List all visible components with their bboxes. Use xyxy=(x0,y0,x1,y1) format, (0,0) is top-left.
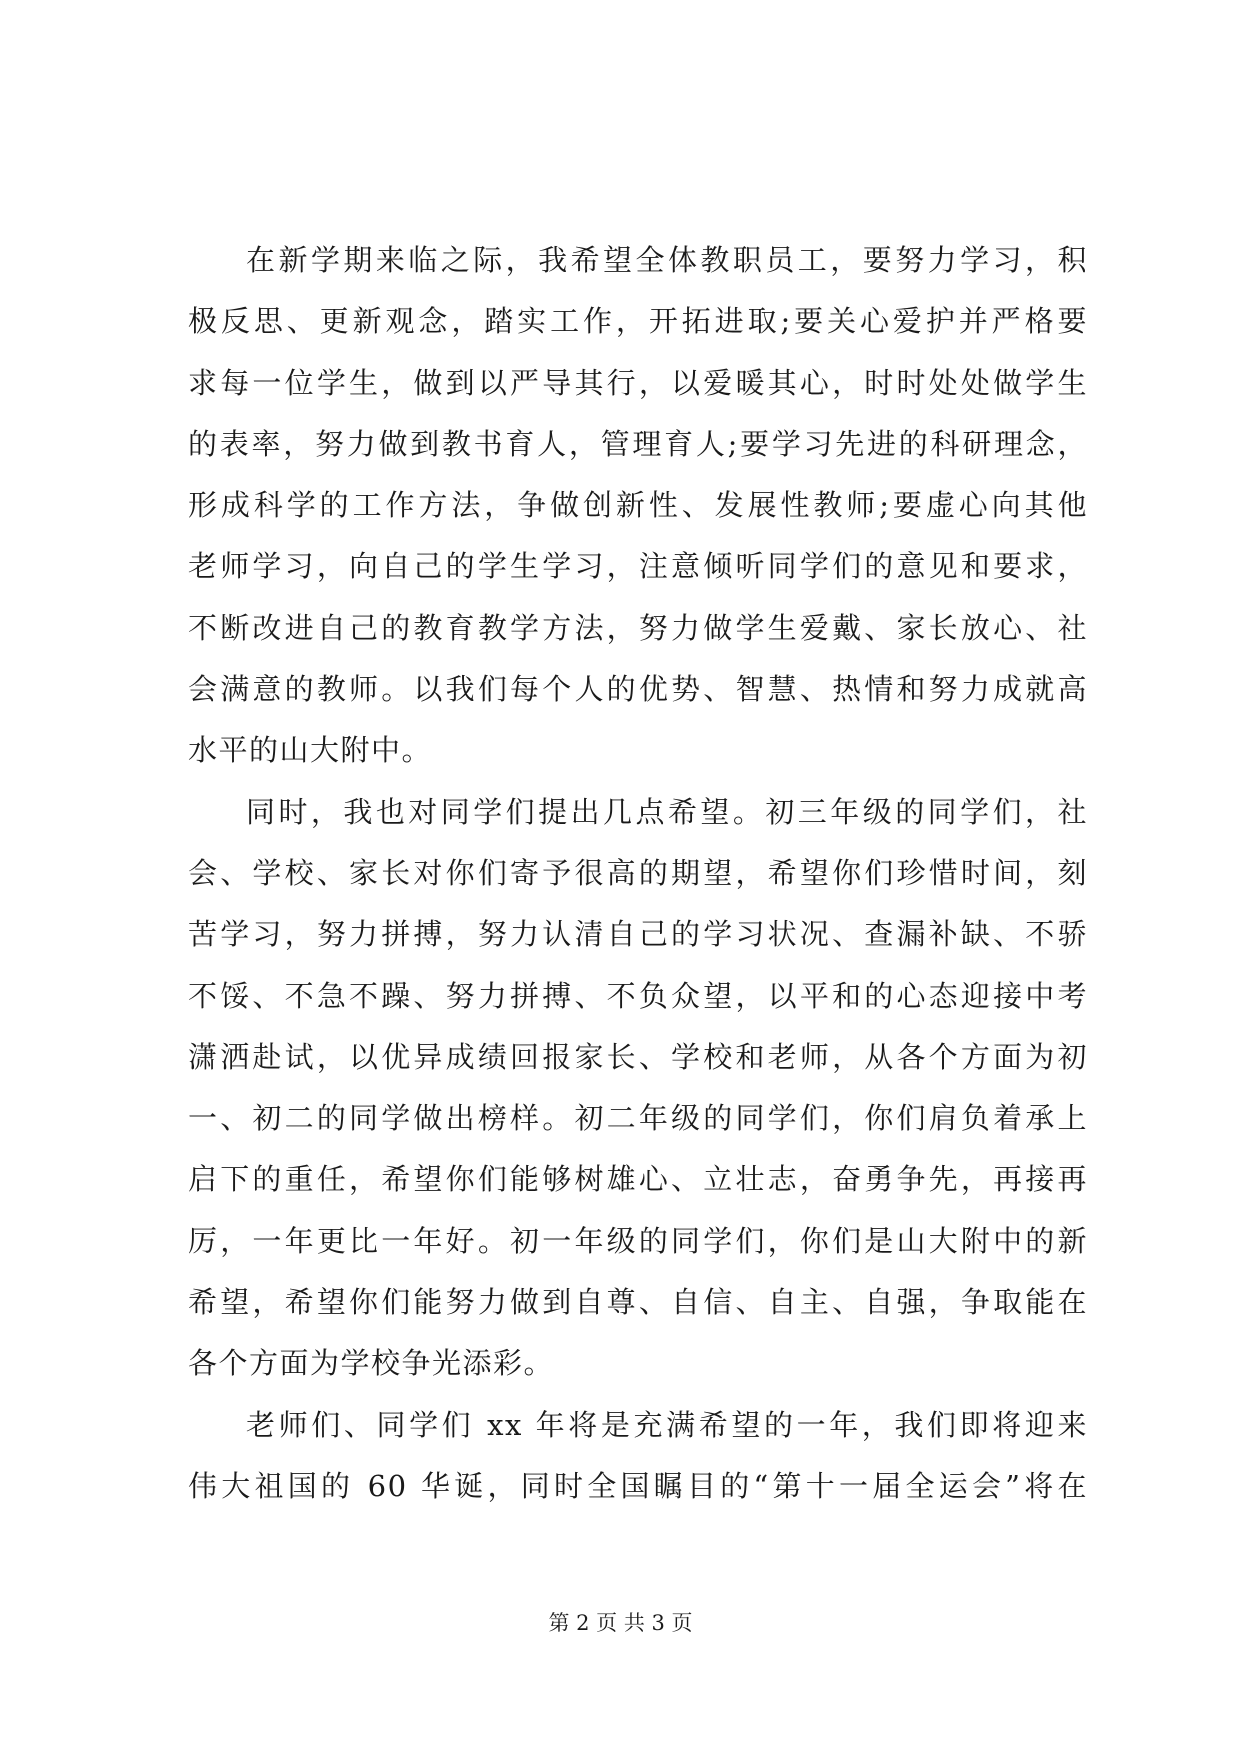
text-line: 厉，一年更比一年好。初一年级的同学们，你们是山大附中的新 xyxy=(188,1223,1088,1258)
text-line: 老师们、同学们 xx 年将是充满希望的一年，我们即将迎来 xyxy=(246,1407,1088,1442)
text-line: 不断改进自己的教育教学方法，努力做学生爱戴、家长放心、社 xyxy=(188,610,1088,645)
text-line: 会、学校、家长对你们寄予很高的期望，希望你们珍惜时间，刻 xyxy=(188,855,1088,890)
paragraph-3 xyxy=(188,1395,1088,1518)
page-footer xyxy=(0,1608,1241,1638)
text-line: 形成科学的工作方法，争做创新性、发展性教师;要虚心向其他 xyxy=(188,488,1088,523)
paragraph-2 xyxy=(188,782,1088,1395)
text-line: 希望，希望你们能努力做到自尊、自信、自主、自强，争取能在 xyxy=(188,1285,1088,1320)
document-body xyxy=(188,230,1088,1517)
text-line: 在新学期来临之际，我希望全体教职员工，要努力学习，积 xyxy=(246,243,1088,277)
text-line: 求每一位学生，做到以严导其行，以爱暖其心，时时处处做学生 xyxy=(188,365,1088,400)
text-line: 水平的山大附中。 xyxy=(188,733,433,768)
text-line: 伟大祖国的 60 华诞，同时全国瞩目的“第十一届全运会”将在 xyxy=(188,1468,1088,1503)
text-line: 同时，我也对同学们提出几点希望。初三年级的同学们，社 xyxy=(246,794,1088,829)
paragraph-1 xyxy=(188,230,1088,782)
text-line: 极反思、更新观念，踏实工作，开拓进取;要关心爱护并严格要 xyxy=(188,304,1088,339)
text-line: 启下的重任，希望你们能够树雄心、立壮志，奋勇争先，再接再 xyxy=(188,1162,1088,1197)
text-line: 老师学习，向自己的学生学习，注意倾听同学们的意见和要求， xyxy=(188,549,1088,584)
text-line: 潇洒赴试，以优异成绩回报家长、学校和老师，从各个方面为初 xyxy=(188,1039,1088,1074)
text-line: 的表率，努力做到教书育人，管理育人;要学习先进的科研理念， xyxy=(188,426,1088,461)
text-line: 不馁、不急不躁、努力拼搏、不负众望，以平和的心态迎接中考 xyxy=(188,978,1088,1013)
text-line: 苦学习，努力拼搏，努力认清自己的学习状况、查漏补缺、不骄 xyxy=(188,917,1088,952)
text-line: 一、初二的同学做出榜样。初二年级的同学们，你们肩负着承上 xyxy=(188,1101,1088,1136)
text-line: 各个方面为学校争光添彩。 xyxy=(188,1346,555,1381)
text-line: 会满意的教师。以我们每个人的优势、智慧、热情和努力成就高 xyxy=(188,672,1088,707)
page-indicator: 第 2 页 共 3 页 xyxy=(548,1611,693,1635)
